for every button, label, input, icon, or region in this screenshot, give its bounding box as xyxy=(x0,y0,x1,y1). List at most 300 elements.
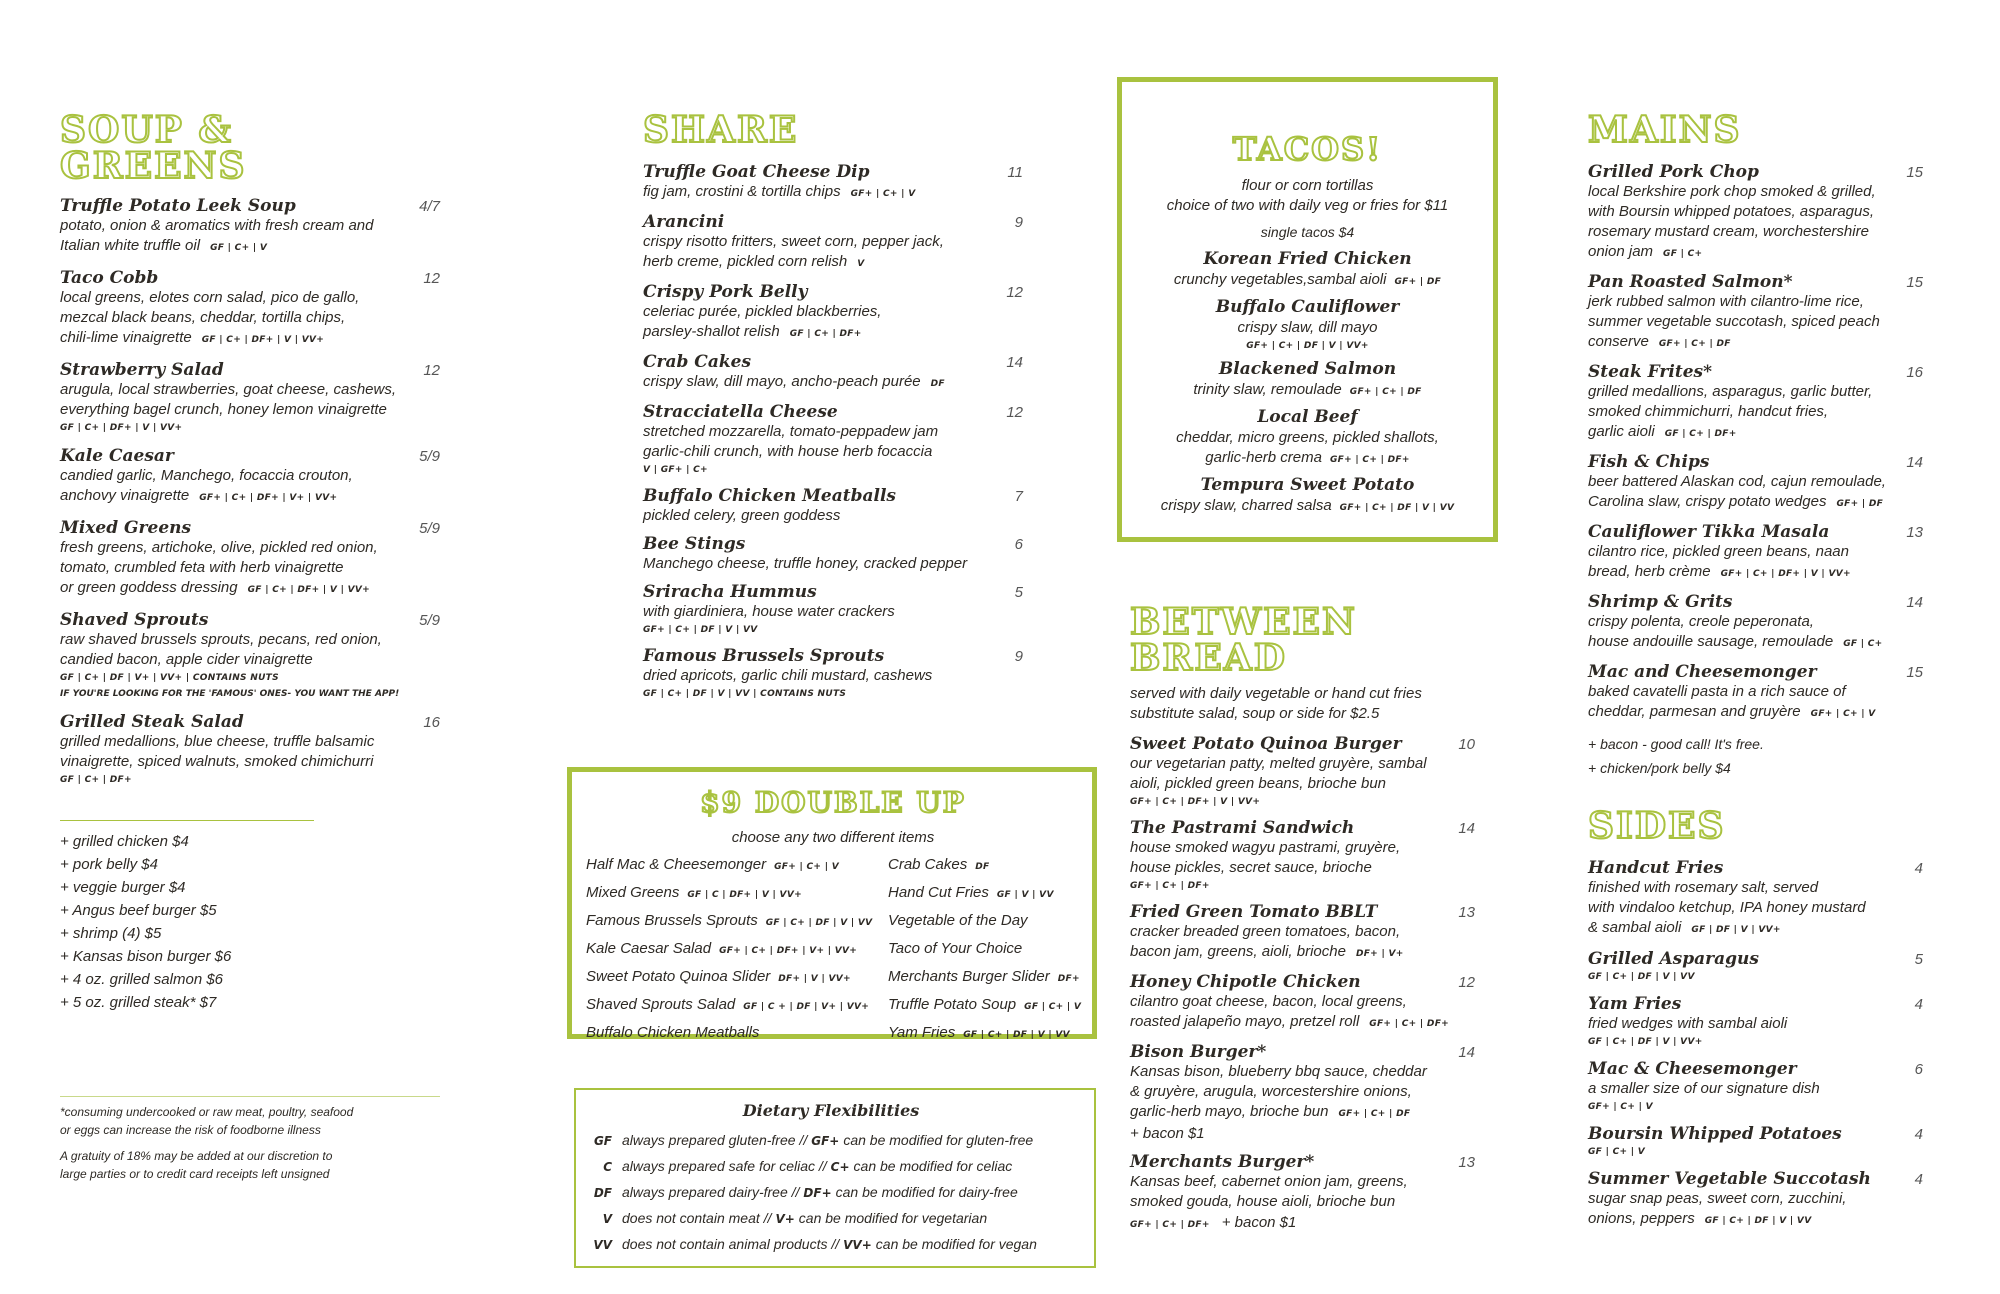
menu-item-name: The Pastrami Sandwich xyxy=(1130,818,1355,838)
between-title-line2: BREAD xyxy=(1130,637,1287,679)
soup-title-line2: GREENS xyxy=(60,145,247,187)
description-line: parsley-shallot relish xyxy=(643,323,780,340)
between-items-list xyxy=(1130,734,1475,1233)
menu-item-price: 4 xyxy=(1914,1171,1923,1188)
menu-item-price: 16 xyxy=(423,714,440,731)
menu-item-header xyxy=(643,352,1023,372)
dietary-tags: GF+ | C+ | DF+ xyxy=(1330,455,1410,465)
double-up-option xyxy=(586,967,888,989)
menu-item-description xyxy=(1588,682,1923,724)
menu-item-name: Mac & Cheesemonger xyxy=(1588,1059,1797,1079)
menu-item-description xyxy=(1588,1079,1923,1099)
description-line: tomato, crumbled feta with herb vinaigrette xyxy=(60,559,344,576)
menu-item-description xyxy=(60,288,440,350)
menu-item-header xyxy=(643,486,1023,506)
dietary-tags: GF | C+ | DF | V | VV xyxy=(963,1030,1070,1040)
taco-name: Local Beef xyxy=(1257,407,1358,427)
taco-description-line: garlic-herb crema xyxy=(1205,449,1322,466)
menu-item xyxy=(1588,452,1923,514)
soup-greens-title xyxy=(60,109,440,187)
description-line: roasted jalapeño mayo, pretzel roll xyxy=(1130,1013,1360,1030)
dietary-code-modifiable: VV+ xyxy=(843,1238,872,1252)
menu-item xyxy=(643,162,1023,204)
menu-item-header xyxy=(1130,902,1475,922)
dietary-tags: GF+ | C+ | DF xyxy=(1658,339,1731,349)
description-line: mezcal black beans, cheddar, tortilla chips, xyxy=(60,309,346,326)
tacos-tortilla-line: flour or corn tortillas xyxy=(1241,177,1374,194)
menu-item-price: 15 xyxy=(1906,664,1923,681)
menu-item-name: Arancini xyxy=(643,212,725,232)
menu-item xyxy=(1130,1042,1475,1144)
taco-name: Blackened Salmon xyxy=(1218,359,1397,379)
taco-description-line: crispy slaw, dill mayo xyxy=(1237,319,1378,336)
menu-item-description xyxy=(60,466,440,508)
menu-item xyxy=(1130,734,1475,810)
menu-item-name: Fish & Chips xyxy=(1588,452,1710,472)
dietary-tags: GF+ | C+ | DF+ | V | VV+ xyxy=(1130,797,1261,807)
dietary-tags: GF+ | C+ | V xyxy=(850,189,916,199)
description-line: smoked chimmichurri, handcut fries, xyxy=(1588,403,1829,420)
menu-item-name: Crab Cakes xyxy=(643,352,752,372)
dietary-tags: V | GF+ | C+ xyxy=(643,465,708,475)
menu-item-description xyxy=(1130,838,1475,878)
dietary-tags: GF | C | DF+ | V | VV+ xyxy=(687,890,802,900)
menu-item-description xyxy=(1588,382,1923,444)
menu-item-price: 12 xyxy=(1458,974,1475,991)
menu-item xyxy=(60,196,440,258)
protein-addon: + pork belly $4 xyxy=(60,856,158,873)
double-up-option-name: Sweet Potato Quinoa Slider xyxy=(586,968,771,985)
taco-description xyxy=(1132,428,1483,470)
description-line: cheddar, parmesan and gruyère xyxy=(1588,703,1801,720)
menu-item-description xyxy=(1588,292,1923,354)
menu-item-header xyxy=(60,360,440,380)
menu-item-price: 12 xyxy=(1006,404,1023,421)
menu-item-header xyxy=(60,518,440,538)
dietary-meaning: always prepared gluten-free // xyxy=(622,1132,808,1148)
menu-item-description xyxy=(1588,612,1923,654)
dietary-meaning: does not contain animal products // xyxy=(622,1236,840,1252)
description-line: Carolina slaw, crispy potato wedges xyxy=(1588,493,1827,510)
dietary-tags: DF xyxy=(930,379,945,389)
taco-item xyxy=(1132,296,1483,354)
menu-item-description xyxy=(643,232,1023,274)
dietary-tags: DF+ xyxy=(1057,974,1080,984)
description-line: raw shaved brussels sprouts, pecans, red onion, xyxy=(60,631,382,648)
menu-item-name: Pan Roasted Salmon* xyxy=(1588,272,1793,292)
menu-item-name: Sweet Potato Quinoa Burger xyxy=(1130,734,1402,754)
dietary-modifiable-meaning: can be modified for vegan xyxy=(875,1236,1037,1252)
description-line: with vindaloo ketchup, IPA honey mustard xyxy=(1588,899,1866,916)
menu-item-price: 4 xyxy=(1914,996,1923,1013)
description-line: a smaller size of our signature dish xyxy=(1588,1080,1820,1097)
menu-item xyxy=(60,712,440,788)
menu-item xyxy=(1588,994,1923,1050)
dietary-legend-row xyxy=(576,1206,1086,1232)
menu-item-header xyxy=(643,162,1023,182)
dietary-code: V xyxy=(602,1212,612,1226)
menu-item-name: Strawberry Salad xyxy=(60,360,224,380)
menu-item-price: 6 xyxy=(1014,536,1023,553)
dietary-tags: GF+ | C+ | DF+ xyxy=(1369,1019,1449,1029)
taco-item xyxy=(1132,248,1483,292)
dietary-modifiable-meaning: can be modified for dairy-free xyxy=(835,1184,1018,1200)
soup-items-list xyxy=(60,196,440,788)
menu-item-name: Shrimp & Grits xyxy=(1588,592,1733,612)
double-up-option-name: Yam Fries xyxy=(888,1024,956,1041)
menu-item-name: Famous Brussels Sprouts xyxy=(643,646,885,666)
taco-item xyxy=(1132,474,1483,518)
description-line: potato, onion & aromatics with fresh cream and xyxy=(60,217,374,234)
description-line: dried apricots, garlic chili mustard, cashews xyxy=(643,667,933,684)
menu-item-description xyxy=(60,216,440,258)
menu-item-name: Taco Cobb xyxy=(60,268,159,288)
double-up-option xyxy=(888,939,1088,961)
menu-item-description xyxy=(643,506,1023,526)
double-up-option-name: Taco of Your Choice xyxy=(888,940,1023,957)
dietary-tags: DF xyxy=(975,862,990,872)
dietary-rows xyxy=(576,1128,1086,1258)
dietary-tags: GF | C+ xyxy=(1663,249,1703,259)
menu-item-name: Cauliflower Tikka Masala xyxy=(1588,522,1830,542)
dietary-code: C xyxy=(603,1160,612,1174)
dietary-tags: GF+ | C+ | DF | V | VV+ xyxy=(1246,341,1369,351)
menu-item-header xyxy=(1588,994,1923,1014)
protein-addon: + 4 oz. grilled salmon $6 xyxy=(60,971,224,988)
dietary-tags: V xyxy=(857,259,865,269)
double-up-option xyxy=(888,855,1088,877)
menu-item xyxy=(1588,1059,1923,1115)
menu-item-name: Grilled Pork Chop xyxy=(1588,162,1759,182)
taco-name: Korean Fried Chicken xyxy=(1203,249,1412,269)
taco-description xyxy=(1132,318,1483,338)
description-line: summer vegetable succotash, spiced peach xyxy=(1588,313,1880,330)
sides-items-list xyxy=(1588,858,1923,1231)
menu-item xyxy=(1130,902,1475,964)
menu-item-header xyxy=(1130,734,1475,754)
description-line: Kansas beef, cabernet onion jam, greens, xyxy=(1130,1173,1408,1190)
description-line: cilantro goat cheese, bacon, local greens, xyxy=(1130,993,1407,1010)
menu-item-price: 9 xyxy=(1014,648,1023,665)
menu-item-price: 4 xyxy=(1914,860,1923,877)
menu-item-description xyxy=(60,538,440,600)
between-served-line: served with daily vegetable or hand cut fries xyxy=(1130,685,1422,702)
dietary-tags: GF | C+ | DF | V+ | VV+ | CONTAINS NUTS xyxy=(60,673,279,683)
menu-item-price: 7 xyxy=(1014,488,1023,505)
description-line: local Berkshire pork chop smoked & grilled, xyxy=(1588,183,1876,200)
dietary-meaning: always prepared dairy-free // xyxy=(622,1184,800,1200)
dietary-code-modifiable: GF+ xyxy=(811,1134,840,1148)
mac-addon: + bacon - good call! It's free. xyxy=(1588,736,1764,752)
menu-item-price: 4/7 xyxy=(419,198,440,215)
dietary-tags: GF | C+ | DF+ xyxy=(1664,429,1737,439)
menu-item-header xyxy=(60,196,440,216)
menu-item-description xyxy=(643,602,1023,622)
menu-item-header xyxy=(60,610,440,630)
dietary-tags: GF | C+ | V xyxy=(1588,1147,1646,1157)
menu-item xyxy=(643,212,1023,274)
description-line: grilled medallions, asparagus, garlic butter, xyxy=(1588,383,1873,400)
soup-title-line1: SOUP & xyxy=(60,109,233,151)
dietary-tags: GF | C+ | DF+ | V | VV+ xyxy=(247,585,371,595)
dietary-box xyxy=(574,1088,1096,1268)
description-line: Kansas bison, blueberry bbq sauce, cheddar xyxy=(1130,1063,1427,1080)
description-line: smoked gouda, house aioli, brioche bun xyxy=(1130,1193,1396,1210)
mains-section xyxy=(1588,109,1923,780)
menu-item-price: 14 xyxy=(1458,820,1475,837)
menu-item-header xyxy=(643,402,1023,422)
menu-item-header xyxy=(1588,592,1923,612)
menu-item-price: 5/9 xyxy=(419,448,440,465)
double-up-option-name: Famous Brussels Sprouts xyxy=(586,912,758,929)
menu-item-name: Stracciatella Cheese xyxy=(643,402,838,422)
menu-item-header xyxy=(1588,1169,1923,1189)
menu-item xyxy=(643,282,1023,344)
tacos-single-line: single tacos $4 xyxy=(1260,224,1355,240)
menu-item-name: Honey Chipotle Chicken xyxy=(1130,972,1361,992)
double-up-option-name: Shaved Sprouts Salad xyxy=(586,996,736,1013)
taco-description-line: cheddar, micro greens, pickled shallots, xyxy=(1176,429,1439,446)
menu-item-description xyxy=(60,380,440,420)
footnote1-line1: *consuming undercooked or raw meat, poultry, seafood xyxy=(60,1105,354,1119)
taco-description-line: crispy slaw, charred salsa xyxy=(1160,497,1332,514)
double-up-grid xyxy=(586,855,1080,1045)
protein-addon: + veggie burger $4 xyxy=(60,879,186,896)
dietary-tags: GF | C+ | DF | V | VV xyxy=(765,918,873,928)
menu-item-description xyxy=(1588,472,1923,514)
add-bacon-option: + bacon $1 xyxy=(1130,1125,1205,1142)
double-up-option-name: Hand Cut Fries xyxy=(888,884,989,901)
dietary-tags: GF | C+ | DF+ xyxy=(60,775,132,785)
dietary-modifiable-meaning: can be modified for gluten-free xyxy=(843,1132,1034,1148)
menu-item xyxy=(643,486,1023,526)
description-line: fresh greens, artichoke, olive, pickled red onion, xyxy=(60,539,378,556)
dietary-tags: GF+ | C+ | DF+ | V | VV+ xyxy=(1720,569,1851,579)
dietary-legend-row xyxy=(576,1128,1086,1154)
dietary-tags: GF+ | C+ | DF+ xyxy=(1130,1220,1210,1230)
dietary-code-modifiable: C+ xyxy=(830,1160,850,1174)
double-up-option-name: Merchants Burger Slider xyxy=(888,968,1050,985)
menu-item-description xyxy=(1588,878,1923,940)
double-up-option xyxy=(586,939,888,961)
description-line: pickled celery, green goddess xyxy=(643,507,841,524)
famous-sprouts-note: IF YOU'RE LOOKING FOR THE 'FAMOUS' ONES- YOU WANT THE APP! xyxy=(60,689,400,699)
menu-item-description xyxy=(643,422,1023,462)
menu-item xyxy=(643,534,1023,574)
menu-item-header xyxy=(1588,1124,1923,1144)
description-line: crispy risotto fritters, sweet corn, pepper jack, xyxy=(643,233,944,250)
menu-item-header xyxy=(1130,972,1475,992)
footnote2-line1: A gratuity of 18% may be added at our discretion to xyxy=(60,1149,333,1163)
share-items-list xyxy=(643,162,1023,702)
taco-description xyxy=(1132,270,1483,292)
description-line: candied garlic, Manchego, focaccia crouton, xyxy=(60,467,353,484)
menu-item-name: Steak Frites* xyxy=(1588,362,1712,382)
taco-description-line: trinity slaw, remoulade xyxy=(1193,381,1342,398)
menu-item-header xyxy=(1130,818,1475,838)
dietary-tags: GF | C+ xyxy=(1843,639,1883,649)
dietary-tags: GF | C+ | V xyxy=(1024,1002,1082,1012)
menu-item xyxy=(643,582,1023,638)
dietary-tags: GF+ | C+ | DF+ | V+ | VV+ xyxy=(719,946,858,956)
menu-item-header xyxy=(643,646,1023,666)
menu-item-description xyxy=(643,372,1023,394)
soup-addons-divider xyxy=(60,820,314,821)
double-up-option-name: Buffalo Chicken Meatballs xyxy=(586,1024,760,1041)
description-line: Italian white truffle oil xyxy=(60,237,201,254)
taco-name: Tempura Sweet Potato xyxy=(1200,475,1415,495)
menu-item-name: Bee Stings xyxy=(643,534,746,554)
description-line: aioli, pickled green beans, brioche bun xyxy=(1130,775,1387,792)
description-line: anchovy vinaigrette xyxy=(60,487,190,504)
menu-item xyxy=(1588,1169,1923,1231)
menu-item-description xyxy=(60,630,440,670)
share-section xyxy=(643,109,1023,710)
dietary-tags: GF | C+ | DF | V | VV+ xyxy=(1588,1037,1703,1047)
menu-item-name: Mixed Greens xyxy=(60,518,192,538)
description-line: candied bacon, apple cider vinaigrette xyxy=(60,651,313,668)
undercooked-warning xyxy=(60,1103,440,1139)
description-line: with giardiniera, house water crackers xyxy=(643,603,895,620)
description-line: everything bagel crunch, honey lemon vinaigrette xyxy=(60,401,387,418)
description-line: our vegetarian patty, melted gruyère, sambal xyxy=(1130,755,1427,772)
description-line: crispy slaw, dill mayo, ancho-peach purée xyxy=(643,373,921,390)
menu-item xyxy=(1588,858,1923,940)
description-line: rosemary mustard cream, worchestershire xyxy=(1588,223,1869,240)
menu-item-description xyxy=(643,182,1023,204)
menu-item-description xyxy=(643,554,1023,574)
description-line: stretched mozzarella, tomato-peppadew jam xyxy=(643,423,939,440)
menu-item-header xyxy=(1588,362,1923,382)
double-up-subtitle: choose any two different items xyxy=(731,829,935,846)
menu-item-header xyxy=(1130,1152,1475,1172)
dietary-code: DF xyxy=(593,1186,612,1200)
menu-item-price: 15 xyxy=(1906,164,1923,181)
menu-item-price: 14 xyxy=(1906,454,1923,471)
taco-name: Buffalo Cauliflower xyxy=(1215,297,1400,317)
menu-item-name: Merchants Burger* xyxy=(1130,1152,1315,1172)
menu-item-header xyxy=(60,268,440,288)
description-line: & sambal aioli xyxy=(1588,919,1682,936)
menu-item-description xyxy=(1130,754,1475,794)
soup-greens-section xyxy=(60,109,440,798)
description-line: with Boursin whipped potatoes, asparagus, xyxy=(1588,203,1875,220)
description-line: or green goddess dressing xyxy=(60,579,238,596)
description-line: house pickles, secret sauce, brioche xyxy=(1130,859,1372,876)
description-line: cilantro rice, pickled green beans, naan xyxy=(1588,543,1849,560)
menu-item-name: Kale Caesar xyxy=(60,446,174,466)
dietary-meaning: does not contain meat // xyxy=(622,1210,772,1226)
add-bacon-option: + bacon $1 xyxy=(1221,1214,1297,1231)
description-line: cracker breaded green tomatoes, bacon, xyxy=(1130,923,1401,940)
menu-item-description xyxy=(643,666,1023,686)
description-line: house andouille sausage, remoulade xyxy=(1588,633,1834,650)
menu-item-price: 5/9 xyxy=(419,520,440,537)
menu-item-price: 4 xyxy=(1914,1126,1923,1143)
menu-item-price: 16 xyxy=(1906,364,1923,381)
sides-section xyxy=(1588,805,1923,1240)
menu-item-price: 13 xyxy=(1458,904,1475,921)
menu-item-header xyxy=(1588,858,1923,878)
menu-item xyxy=(60,610,440,702)
menu-item-description xyxy=(1588,1189,1923,1231)
menu-item-price: 10 xyxy=(1458,736,1475,753)
menu-item-price: 13 xyxy=(1458,1154,1475,1171)
dietary-tags: DF+ | V+ xyxy=(1355,949,1404,959)
dietary-tags: GF | C+ | DF+ xyxy=(789,329,862,339)
dietary-tags: GF | C + | DF | V+ | VV+ xyxy=(743,1002,870,1012)
menu-item xyxy=(1588,522,1923,584)
dietary-tags: GF+ | C+ | DF+ | V+ | VV+ xyxy=(199,493,338,503)
dietary-tags: GF | DF | V | VV+ xyxy=(1691,925,1781,935)
double-up-option xyxy=(888,911,1088,933)
description-line: grilled medallions, blue cheese, truffle balsamic xyxy=(60,733,375,750)
menu-item-description xyxy=(1130,992,1475,1034)
description-line: onion jam xyxy=(1588,243,1654,260)
description-line: chili-lime vinaigrette xyxy=(60,329,192,346)
menu-item-header xyxy=(60,446,440,466)
menu-item-header xyxy=(60,712,440,732)
footnote1-line2: or eggs can increase the risk of foodborne illness xyxy=(60,1123,321,1137)
dietary-code-modifiable: V+ xyxy=(775,1212,795,1226)
menu-item-name: Shaved Sprouts xyxy=(60,610,209,630)
menu-item-price: 5 xyxy=(1914,951,1923,968)
taco-description xyxy=(1132,380,1483,402)
taco-items-list xyxy=(1132,248,1483,518)
dietary-tags: GF+ | C+ | V xyxy=(1810,709,1876,719)
menu-item-description xyxy=(1130,922,1475,964)
dietary-tags: GF+ | C+ | DF xyxy=(1338,1109,1411,1119)
description-line: garlic-herb mayo, brioche bun xyxy=(1130,1103,1329,1120)
menu-item-description xyxy=(643,302,1023,344)
double-up-option xyxy=(888,883,1088,905)
menu-item-header xyxy=(1588,162,1923,182)
menu-item-price: 5 xyxy=(1014,584,1023,601)
menu-item-name: Crispy Pork Belly xyxy=(643,282,808,302)
menu-item-header xyxy=(643,212,1023,232)
menu-item-header xyxy=(643,282,1023,302)
double-up-option-name: Half Mac & Cheesemonger xyxy=(586,856,767,873)
description-line: finished with rosemary salt, served xyxy=(1588,879,1819,896)
menu-item-name: Summer Vegetable Succotash xyxy=(1588,1169,1871,1189)
protein-addon: + 5 oz. grilled steak* $7 xyxy=(60,994,217,1011)
description-line: celeriac purée, pickled blackberries, xyxy=(643,303,882,320)
dietary-legend-row xyxy=(576,1154,1086,1180)
menu-item-header xyxy=(643,582,1023,602)
menu-item-name: Mac and Cheesemonger xyxy=(1588,662,1817,682)
menu-item xyxy=(643,352,1023,394)
dietary-modifiable-meaning: can be modified for celiac xyxy=(853,1158,1013,1174)
menu-item xyxy=(60,268,440,350)
taco-item xyxy=(1132,358,1483,402)
double-up-option xyxy=(888,1023,1088,1045)
menu-item xyxy=(1588,592,1923,654)
menu-item xyxy=(1588,949,1923,985)
dietary-tags: GF | C+ | DF | V | VV | CONTAINS NUTS xyxy=(643,689,847,699)
double-up-option xyxy=(586,995,888,1017)
description-line: local greens, elotes corn salad, pico de gallo, xyxy=(60,289,360,306)
footnote2-line2: large parties or to credit card receipts left unsigned xyxy=(60,1167,330,1181)
menu-item xyxy=(643,646,1023,702)
menu-item-name: Grilled Steak Salad xyxy=(60,712,244,732)
between-substitute-line: substitute salad, soup or side for $2.5 xyxy=(1130,705,1380,722)
menu-item xyxy=(60,446,440,508)
mains-items-list xyxy=(1588,162,1923,724)
description-line: conserve xyxy=(1588,333,1649,350)
between-bread-section xyxy=(1130,601,1475,1241)
description-line: arugula, local strawberries, goat cheese, cashews, xyxy=(60,381,397,398)
mac-addon: + chicken/pork belly $4 xyxy=(1588,760,1731,776)
